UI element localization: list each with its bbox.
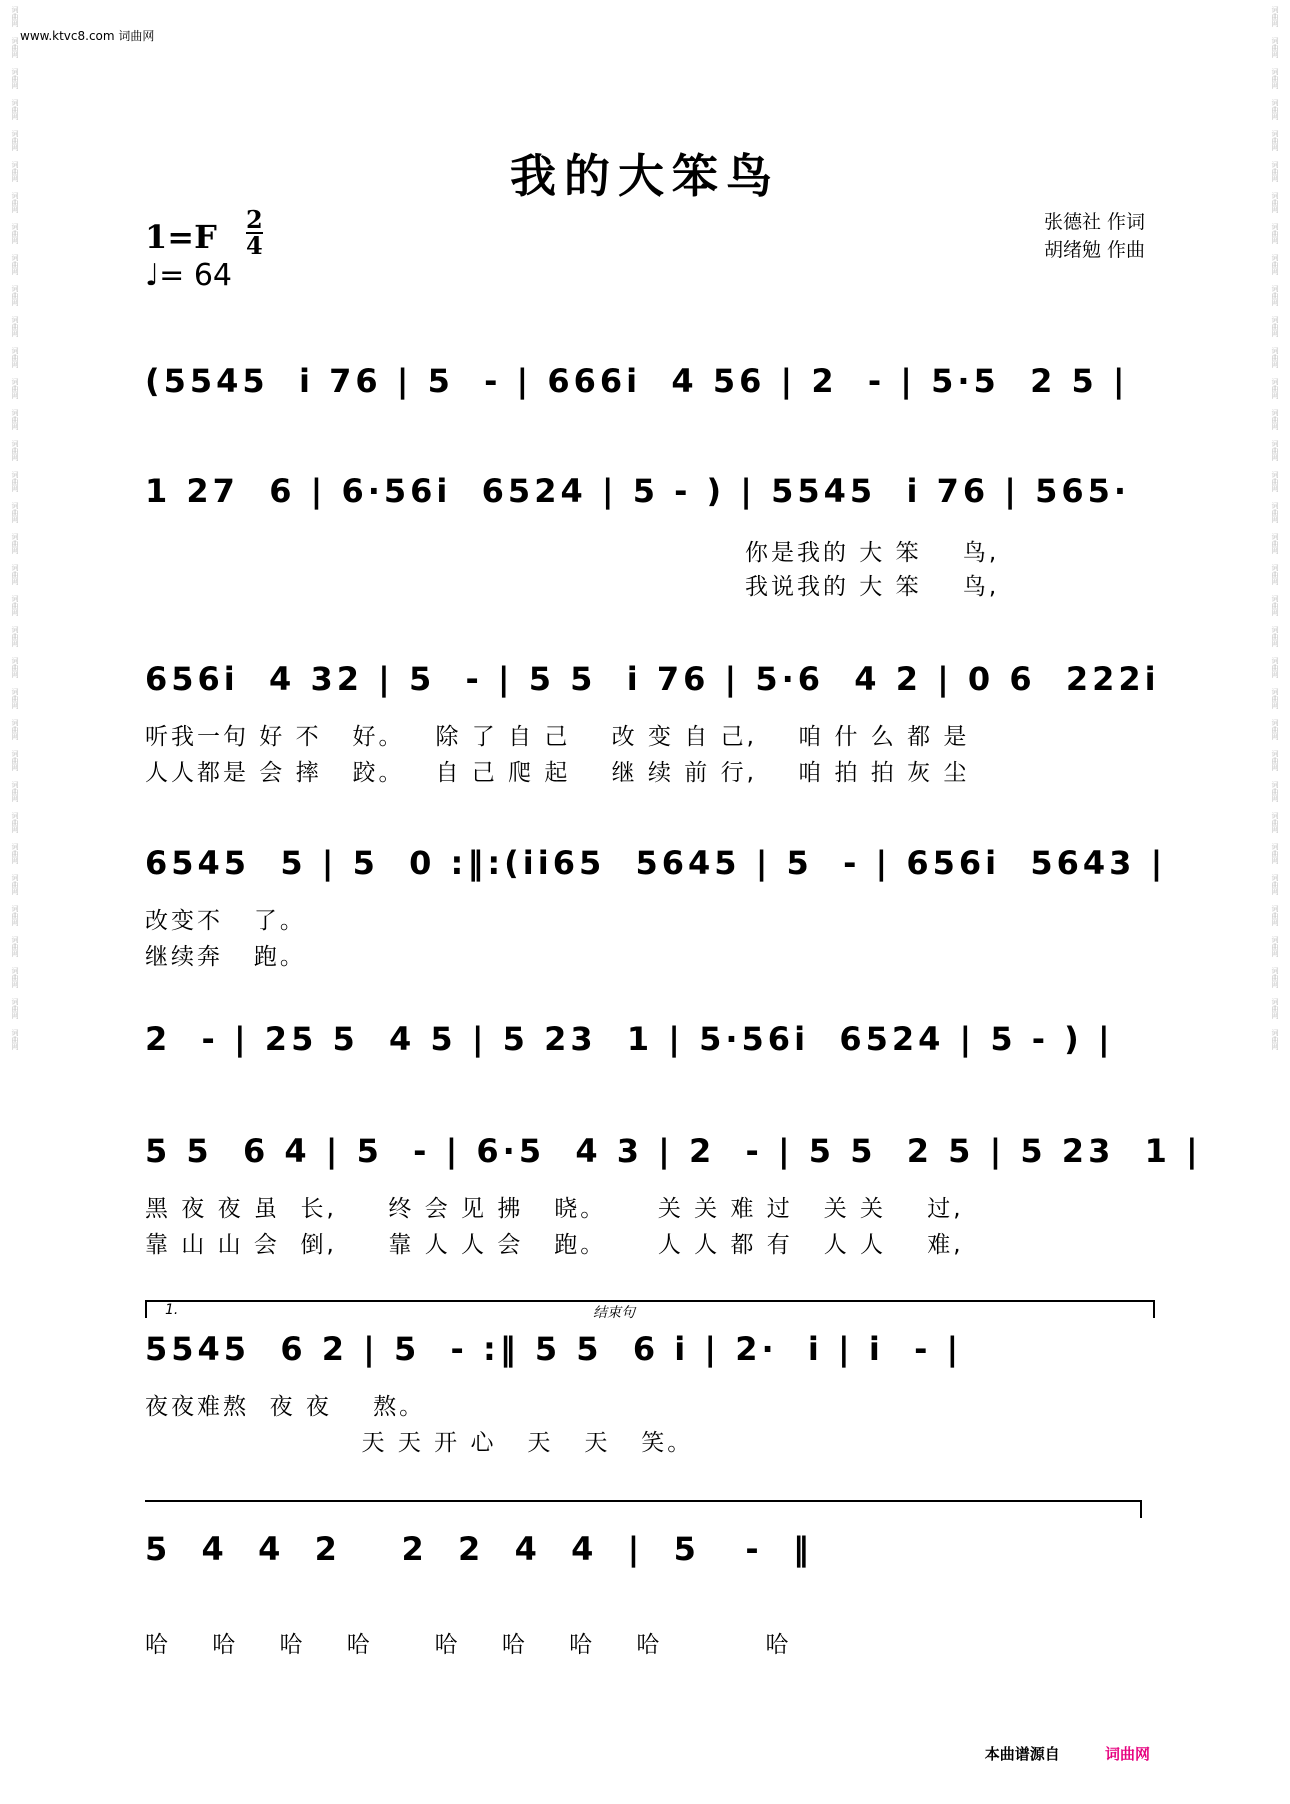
watermark-glyph: 词曲网 (11, 223, 19, 244)
watermark-glyph: 词曲网 (1271, 6, 1279, 27)
watermark-glyph: 词曲网 (1271, 223, 1279, 244)
meter-numerator: 2 (246, 205, 263, 234)
watermark-glyph: 词曲网 (1271, 905, 1279, 926)
lyric-verse-2: 我说我的 大 笨 鸟, (745, 574, 1000, 600)
key-signature: 1=F (145, 218, 217, 256)
watermark-glyph: 词曲网 (1271, 533, 1279, 554)
watermark-glyph: 词曲网 (1271, 688, 1279, 709)
watermark-strip-left (4, 0, 26, 1804)
watermark-glyph: 词曲网 (11, 471, 19, 492)
watermark-glyph: 词曲网 (11, 688, 19, 709)
watermark-glyph: 词曲网 (1271, 750, 1279, 771)
watermark-glyph: 词曲网 (11, 409, 19, 430)
watermark-glyph: 词曲网 (11, 905, 19, 926)
watermark-glyph: 词曲网 (11, 502, 19, 523)
watermark-glyph: 词曲网 (1271, 657, 1279, 678)
watermark-glyph: 词曲网 (11, 99, 19, 120)
lyric-verse-1: 哈 哈 哈 哈 哈 哈 哈 哈 哈 (145, 1632, 792, 1658)
watermark-glyph: 词曲网 (1271, 99, 1279, 120)
watermark-glyph: 词曲网 (1271, 440, 1279, 461)
composer: 胡绪勉 作曲 (1043, 239, 1145, 261)
watermark-glyph: 词曲网 (1271, 719, 1279, 740)
watermark-glyph: 词曲网 (1271, 378, 1279, 399)
lyric-verse-2: 继续奔 跑。 (145, 944, 306, 970)
watermark-glyph: 词曲网 (1271, 781, 1279, 802)
watermark-glyph: 词曲网 (11, 750, 19, 771)
notes: 1 27 6 | 6·56i 6524 | 5 - ) | 5545 i 76 | 565· (145, 472, 1131, 510)
song-title: 我的大笨鸟 (510, 149, 780, 203)
source-label: 本曲谱源自 (984, 1745, 1060, 1763)
watermark-glyph: 词曲网 (11, 37, 19, 58)
watermark-glyph: 词曲网 (1271, 874, 1279, 895)
watermark-glyph: 词曲网 (1271, 936, 1279, 957)
watermark-glyph: 词曲网 (11, 595, 19, 616)
watermark-glyph: 词曲网 (1271, 1029, 1279, 1050)
watermark-glyph: 词曲网 (11, 657, 19, 678)
lyric-verse-2: 天 天 开 心 天 天 笑。 (145, 1430, 694, 1456)
ending-bracket (145, 1500, 1142, 1518)
meter-denominator: 4 (246, 231, 263, 260)
watermark-glyph: 词曲网 (1271, 967, 1279, 988)
watermark-glyph: 词曲网 (1271, 998, 1279, 1019)
watermark-glyph: 词曲网 (11, 719, 19, 740)
watermark-glyph: 词曲网 (1271, 68, 1279, 89)
watermark-glyph: 词曲网 (1271, 254, 1279, 275)
lyric-verse-1: 听我一句 好 不 好。 除 了 自 己 改 变 自 己, 咱 什 么 都 是 (145, 724, 970, 750)
watermark-glyph: 词曲网 (11, 378, 19, 399)
watermark-glyph: 词曲网 (1271, 843, 1279, 864)
watermark-glyph: 词曲网 (11, 874, 19, 895)
watermark-glyph: 词曲网 (11, 998, 19, 1019)
watermark-glyph: 词曲网 (1271, 595, 1279, 616)
lyric-verse-2: 人人都是 会 摔 跤。 自 己 爬 起 继 续 前 行, 咱 拍 拍 灰 尘 (145, 760, 970, 786)
lyric-verse-1: 黑 夜 夜 虽 长, 终 会 见 拂 晓。 关 关 难 过 关 关 过, (145, 1196, 964, 1222)
watermark-glyph: 词曲网 (1271, 812, 1279, 833)
lyric-verse-1: 你是我的 大 笨 鸟, (745, 540, 1000, 566)
notes: 2 - | 25 5 4 5 | 5 23 1 | 5·56i 6524 | 5 - ) | (145, 1020, 1114, 1058)
first-ending-bracket: 1. (145, 1300, 575, 1318)
watermark-glyph: 词曲网 (11, 781, 19, 802)
lyric-verse-2: 靠 山 山 会 倒, 靠 人 人 会 跑。 人 人 都 有 人 人 难, (145, 1232, 964, 1258)
watermark-glyph: 词曲网 (11, 161, 19, 182)
notes: 5 5 6 4 | 5 - | 6·5 4 3 | 2 - | 5 5 2 5 | 5 23 1 | (145, 1132, 1202, 1170)
source-brand: 词曲网 (1104, 1745, 1150, 1763)
watermark-glyph: 词曲网 (1271, 626, 1279, 647)
watermark-glyph: 词曲网 (11, 626, 19, 647)
watermark-glyph: 词曲网 (11, 130, 19, 151)
watermark-glyph: 词曲网 (1271, 409, 1279, 430)
notes: 6545 5 | 5 0 :‖:(ii65 5645 | 5 - | 656i 5643 | (145, 844, 1167, 882)
watermark-glyph: 词曲网 (11, 967, 19, 988)
notes: 5545 6 2 | 5 - :‖ 5 5 6 i | 2· i | i - | (145, 1330, 963, 1368)
site-url: www.ktvc8.com 词曲网 (20, 29, 155, 43)
watermark-glyph: 词曲网 (1271, 316, 1279, 337)
tempo-mark: ♩= 64 (145, 258, 232, 293)
notes: (5545 i 76 | 5 - | 666i 4 56 | 2 - | 5·5 2 5 | (145, 362, 1129, 400)
lyric-verse-1: 夜夜难熬 夜 夜 熬。 (145, 1394, 426, 1420)
watermark-glyph: 词曲网 (1271, 285, 1279, 306)
watermark-glyph: 词曲网 (1271, 37, 1279, 58)
watermark-glyph: 词曲网 (11, 192, 19, 213)
coda-bracket: 结束句 (565, 1300, 1155, 1318)
watermark-glyph: 词曲网 (1271, 564, 1279, 585)
watermark-glyph: 词曲网 (11, 440, 19, 461)
watermark-glyph: 词曲网 (11, 68, 19, 89)
watermark-glyph: 词曲网 (11, 285, 19, 306)
watermark-glyph: 词曲网 (11, 316, 19, 337)
watermark-glyph: 词曲网 (11, 936, 19, 957)
watermark-glyph: 词曲网 (1271, 130, 1279, 151)
watermark-glyph: 词曲网 (1271, 502, 1279, 523)
watermark-glyph: 词曲网 (11, 347, 19, 368)
watermark-glyph: 词曲网 (11, 564, 19, 585)
watermark-glyph: 词曲网 (11, 1029, 19, 1050)
watermark-glyph: 词曲网 (1271, 192, 1279, 213)
source-credit (985, 1743, 1150, 1764)
watermark-glyph: 词曲网 (11, 6, 19, 27)
watermark-glyph: 词曲网 (11, 843, 19, 864)
time-signature (246, 205, 263, 260)
notes: 5 4 4 2 2 2 4 4 | 5 - ‖ (145, 1530, 813, 1568)
watermark-strip-right (1264, 0, 1286, 1804)
lyric-verse-1: 改变不 了。 (145, 908, 306, 934)
watermark-glyph: 词曲网 (11, 533, 19, 554)
lyricist: 张德社 作词 (1043, 211, 1145, 233)
watermark-glyph: 词曲网 (1271, 161, 1279, 182)
notes: 656i 4 32 | 5 - | 5 5 i 76 | 5·6 4 2 | 0 6 222i (145, 660, 1160, 698)
credits (1044, 208, 1145, 264)
watermark-glyph: 词曲网 (1271, 347, 1279, 368)
watermark-glyph: 词曲网 (11, 812, 19, 833)
watermark-glyph: 词曲网 (1271, 471, 1279, 492)
watermark-glyph: 词曲网 (11, 254, 19, 275)
